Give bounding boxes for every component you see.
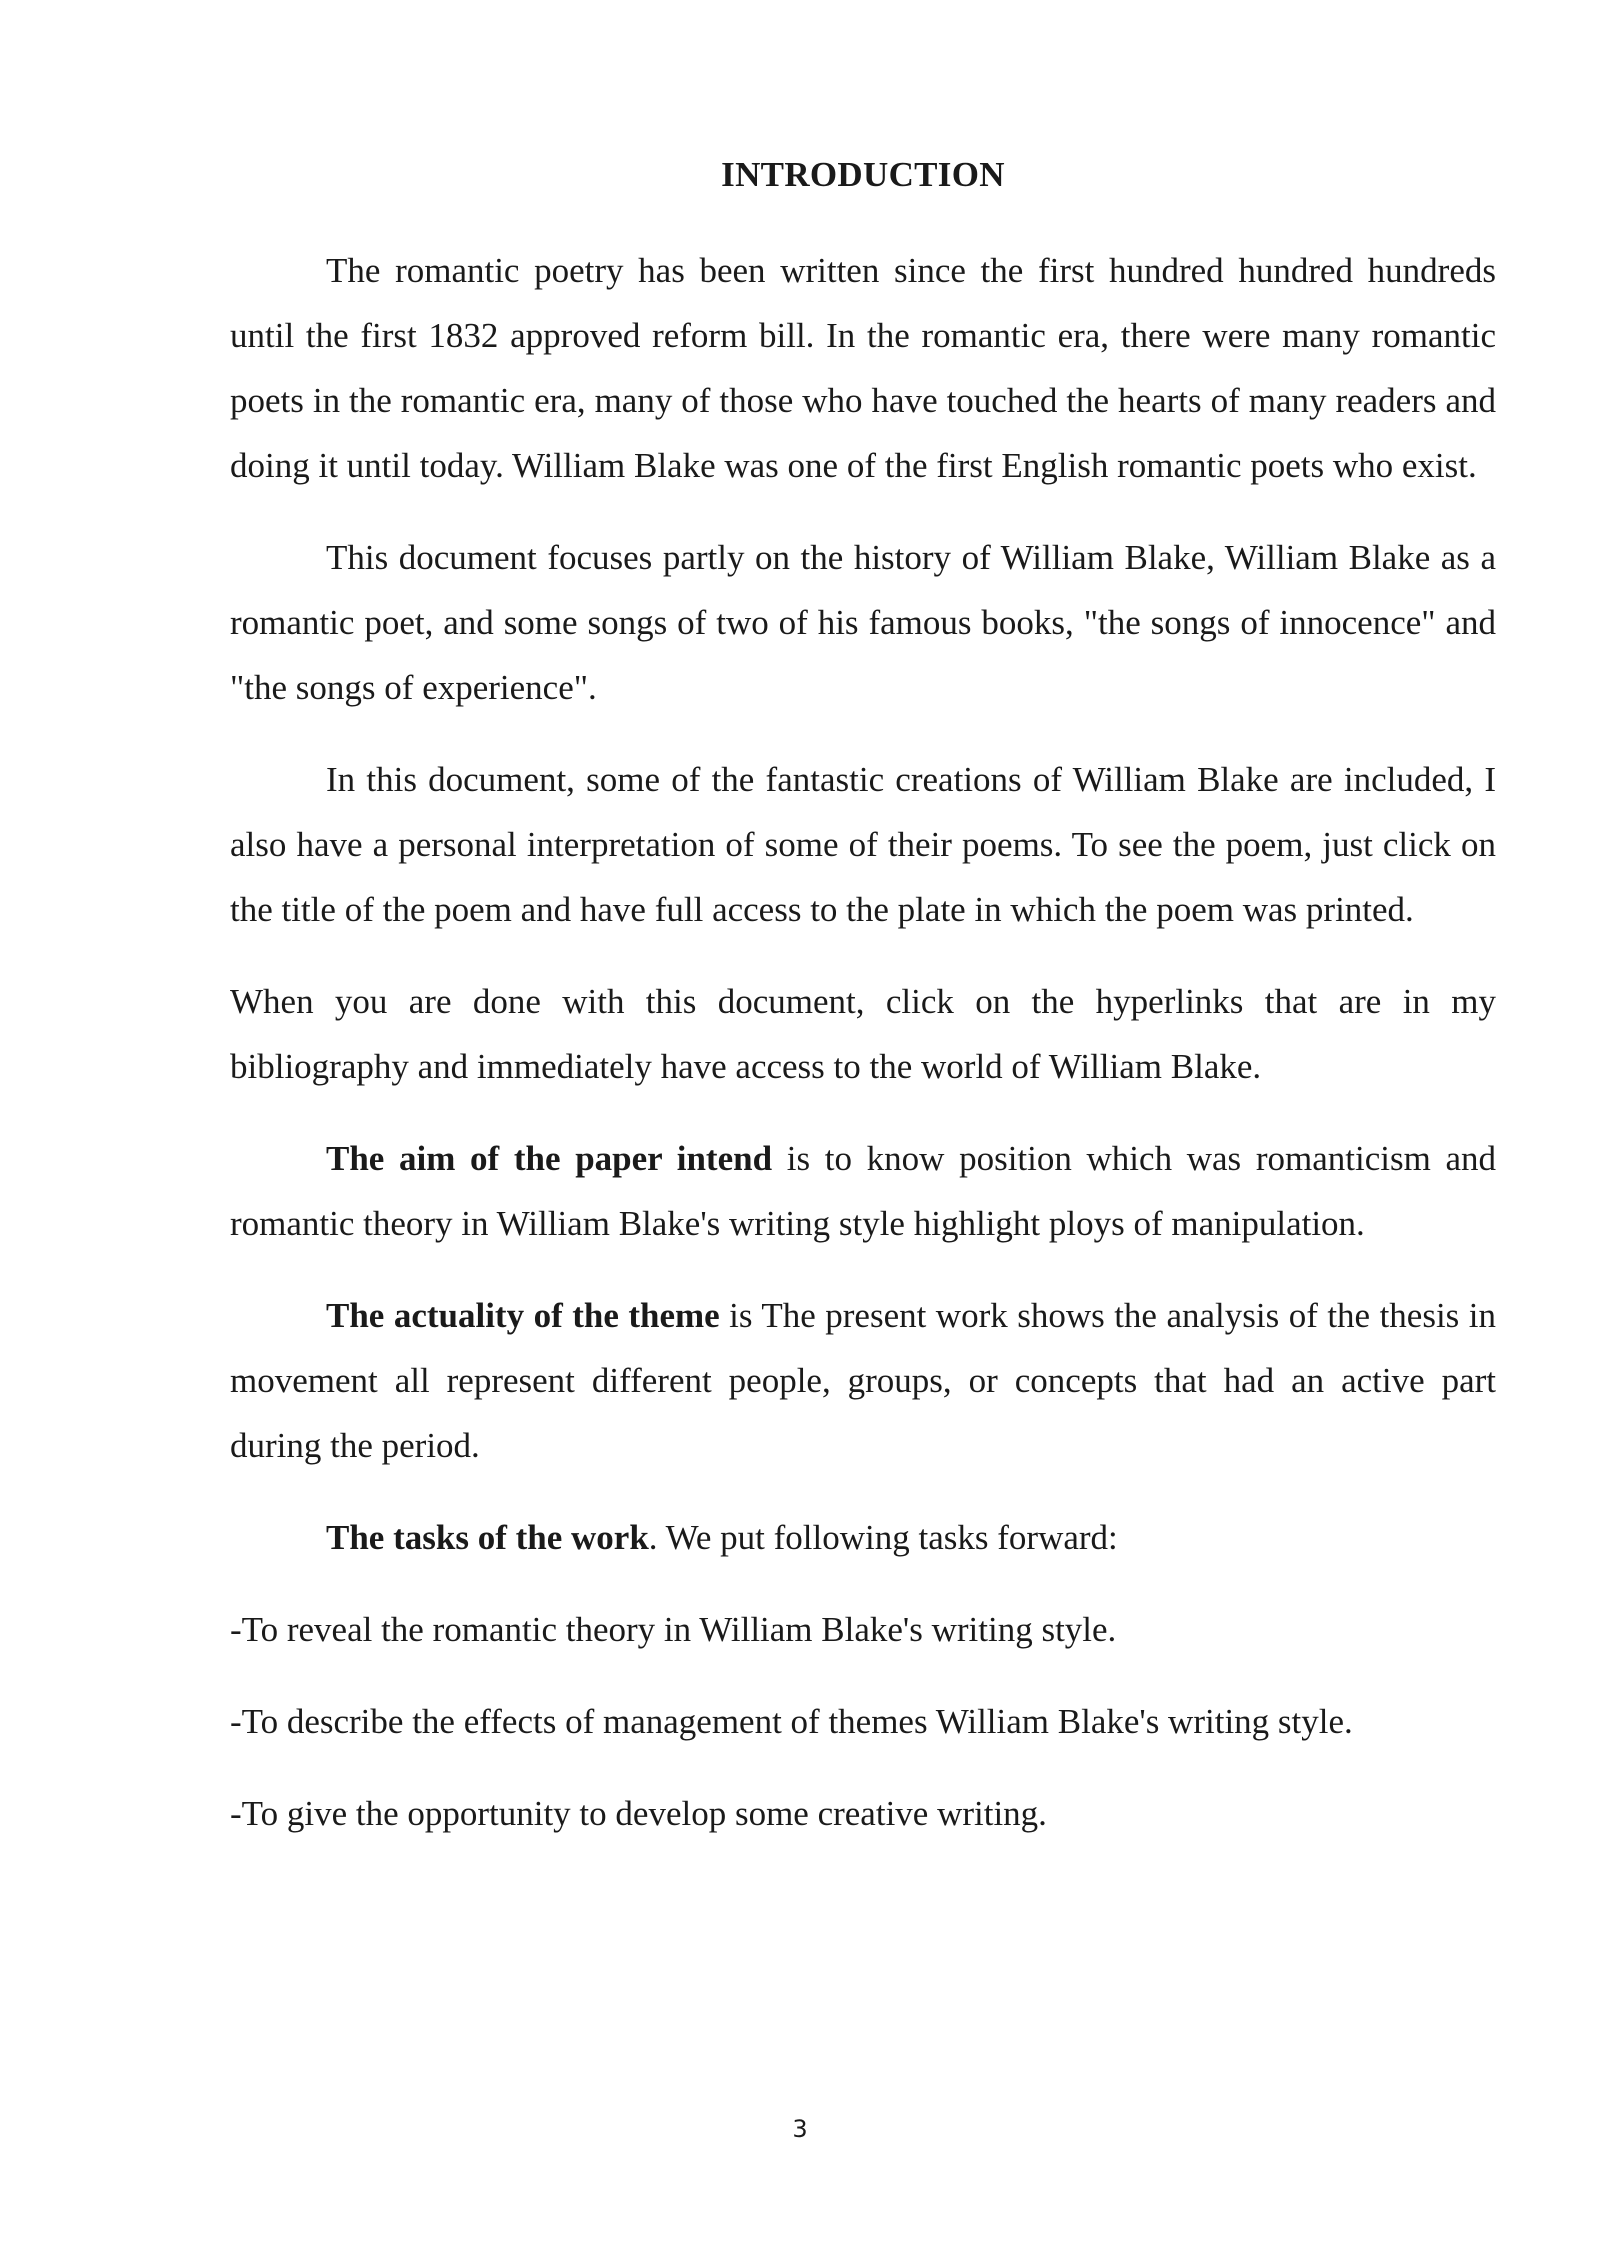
task-item: -To give the opportunity to develop some creative writing. (230, 1794, 1047, 1833)
tasks-paragraph (230, 1505, 1496, 1570)
aim-text: is to know position which was romanticism and romantic theory in William Blake's writing style highlight ploys of manipulation. (230, 1139, 1497, 1243)
actuality-text: is The present work shows the analysis of the thesis in movement all represent different people, groups, or concepts that had an active part during the period. (230, 1296, 1496, 1465)
aim-label: The aim of the paper intend (326, 1139, 773, 1178)
task-item: -To reveal the romantic theory in William Blake's writing style. (230, 1610, 1117, 1649)
actuality-paragraph (230, 1283, 1496, 1478)
intro-paragraph-1: The romantic poetry has been written since the first hundred hundred hundreds until the first 1832 approved reform bill. In the romantic era, there were many romantic poets in the romantic era, many of those who have touched the hearts of many readers and doing it until today. William Blake was one of the first English romantic poets who exist. (230, 251, 1496, 485)
aim-paragraph (230, 1126, 1496, 1256)
intro-paragraph-4: When you are done with this document, click on the hyperlinks that are in my bibliography and immediately have access to the world of William Blake. (230, 982, 1496, 1086)
page-content (230, 150, 1496, 1873)
actuality-label: The actuality of the theme (326, 1296, 720, 1335)
intro-paragraph-2: This document focuses partly on the history of William Blake, William Blake as a romantic poet, and some songs of two of his famous books, "the songs of innocence" and "the songs of experience". (230, 538, 1496, 707)
tasks-text: . We put following tasks forward: (648, 1518, 1118, 1557)
tasks-label: The tasks of the work (326, 1518, 649, 1557)
intro-paragraph-3: In this document, some of the fantastic creations of William Blake are included, I also have a personal interpretation of some of their poems. To see the poem, just click on the title of the poem and have full access to the plate in which the poem was printed. (230, 760, 1496, 929)
page-number: 3 (792, 2115, 808, 2143)
task-item: -To describe the effects of management of themes William Blake's writing style. (230, 1702, 1353, 1741)
page-heading: INTRODUCTION (721, 155, 1005, 194)
